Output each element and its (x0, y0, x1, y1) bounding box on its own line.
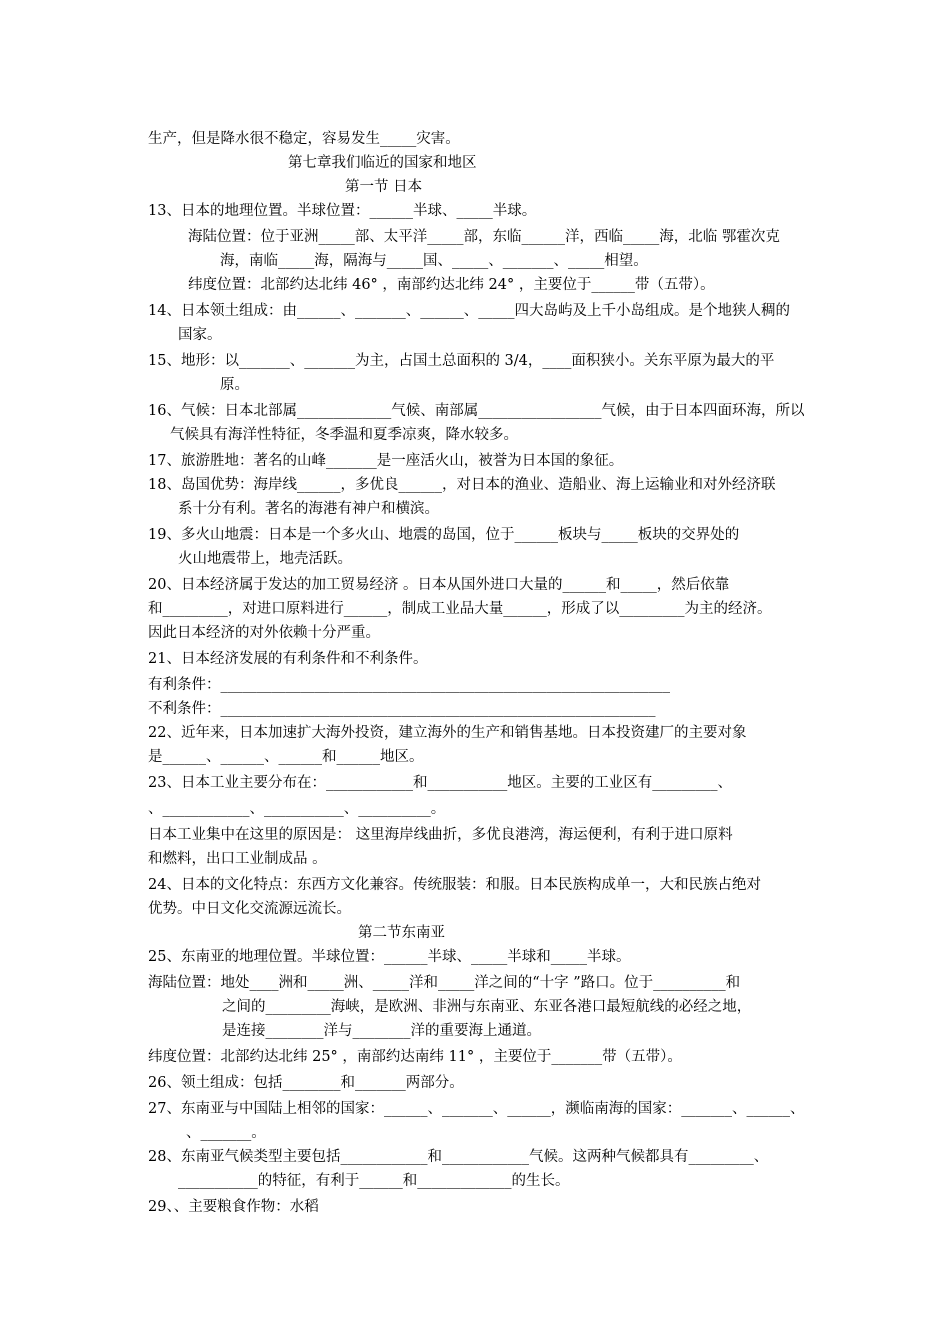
question-18: 18、岛国优势：海岸线______，多优良______，对日本的渔业、造船业、海上运输业和对外经济联 (148, 477, 776, 493)
text-line: 生产，但是降水很不稳定，容易发生_____灾害。 (148, 131, 460, 147)
question-13: 13、日本的地理位置。半球位置：______半球、_____半球。 (148, 203, 537, 219)
text-line: 海陆位置：地处____洲和_____洲、_____洋和_____洋之间的“十字 ”路口。位于__________和 (148, 975, 741, 991)
text-line: 系十分有利。著名的海港有神户和横滨。 (178, 501, 439, 517)
question-26: 26、领土组成：包括________和_______两部分。 (148, 1075, 464, 1091)
question-21: 21、日本经济发展的有利条件和不利条件。 (148, 651, 428, 667)
text-line: 气候具有海洋性特征，冬季温和夏季凉爽，降水较多。 (170, 427, 518, 443)
text-line: 因此日本经济的对外依赖十分严重。 (148, 625, 380, 641)
favorable-conditions: 有利条件：______________________________________________________________ (148, 677, 670, 693)
question-15: 15、地形：以_______、_______为主，占国土总面积的 3/4，____面积狭小。关东平原为最大的平 (148, 353, 775, 369)
question-22: 22、近年来，日本加速扩大海外投资，建立海外的生产和销售基地。日本投资建厂的主要对象 (148, 725, 747, 741)
text-line: ___________的特征，有利于______和_____________的生长。 (178, 1173, 570, 1189)
question-20: 20、日本经济属于发达的加工贸易经济 。日本从国外进口大量的______和_____，然后依靠 (148, 577, 730, 593)
text-line: 是______、______、______和______地区。 (148, 749, 424, 765)
question-24: 24、日本的文化特点：东西方文化兼容。传统服装：和服。日本民族构成单一，大和民族占绝对 (148, 877, 761, 893)
text-line: 国家。 (178, 327, 222, 343)
text-line: 是连接________洋与________洋的重要海上通道。 (222, 1023, 541, 1039)
section-title: 第一节 日本 (345, 179, 423, 195)
text-line: 优势。中日文化交流源远流长。 (148, 901, 351, 917)
question-28: 28、东南亚气候类型主要包括____________和____________气候。这两种气候都具有_________、 (148, 1149, 769, 1165)
text-line: 、____________、___________、__________。 (148, 801, 446, 817)
question-16: 16、气候：日本北部属_____________气候、南部属_________________气候，由于日本四面环海，所以 (148, 403, 805, 419)
question-19: 19、多火山地震：日本是一个多火山、地震的岛国，位于______板块与_____板块的交界处的 (148, 527, 740, 543)
text-line: 海，南临_____海，隔海与_____国、_____、_______、_____相望。 (220, 253, 648, 269)
question-23: 23、日本工业主要分布在：____________和___________地区。主要的工业区有_________、 (148, 775, 732, 791)
text-line: 和燃料，出口工业制成品 。 (148, 851, 327, 867)
text-line: 和_________，对进口原料进行______，制成工业品大量______，形成了以_________为主的经济。 (148, 601, 772, 617)
question-27: 27、东南亚与中国陆上相邻的国家：______、_______、______，濒临南海的国家：_______、______、 (148, 1101, 805, 1117)
question-25: 25、东南亚的地理位置。半球位置：______半球、_____半球和_____半球。 (148, 949, 631, 965)
unfavorable-conditions: 不利条件：____________________________________________________________ (148, 701, 656, 717)
question-29: 29、、主要粮食作物：水稻 (148, 1199, 328, 1215)
text-line: 原。 (220, 377, 249, 393)
chapter-title: 第七章我们临近的国家和地区 (288, 155, 477, 171)
text-line: 纬度位置：北部约达北纬 46° ，南部约达北纬 24° ，主要位于______带（五带）。 (188, 277, 715, 293)
text-line: 日本工业集中在这里的原因是： 这里海岸线曲折，多优良港湾，海运便利，有利于进口原料 (148, 827, 733, 843)
text-line: 之间的_________海峡，是欧洲、非洲与东南亚、东亚各港口最短航线的必经之地， (222, 999, 752, 1015)
text-line: 海陆位置：位于亚洲_____部、太平洋_____部，东临______洋，西临_____海，北临 鄂霍次克 (188, 229, 780, 245)
text-line: 、_______。 (186, 1125, 266, 1141)
section-title: 第二节东南亚 (358, 925, 445, 941)
question-14: 14、日本领土组成：由______、_______、______、_____四大岛屿及上千小岛组成。是个地狭人稠的 (148, 303, 790, 319)
text-line: 火山地震带上，地壳活跃。 (178, 551, 352, 567)
question-17: 17、旅游胜地：著名的山峰_______是一座活火山，被誉为日本国的象征。 (148, 453, 624, 469)
text-line: 纬度位置：北部约达北纬 25° ，南部约达南纬 11° ，主要位于_______带（五带）。 (148, 1049, 682, 1065)
